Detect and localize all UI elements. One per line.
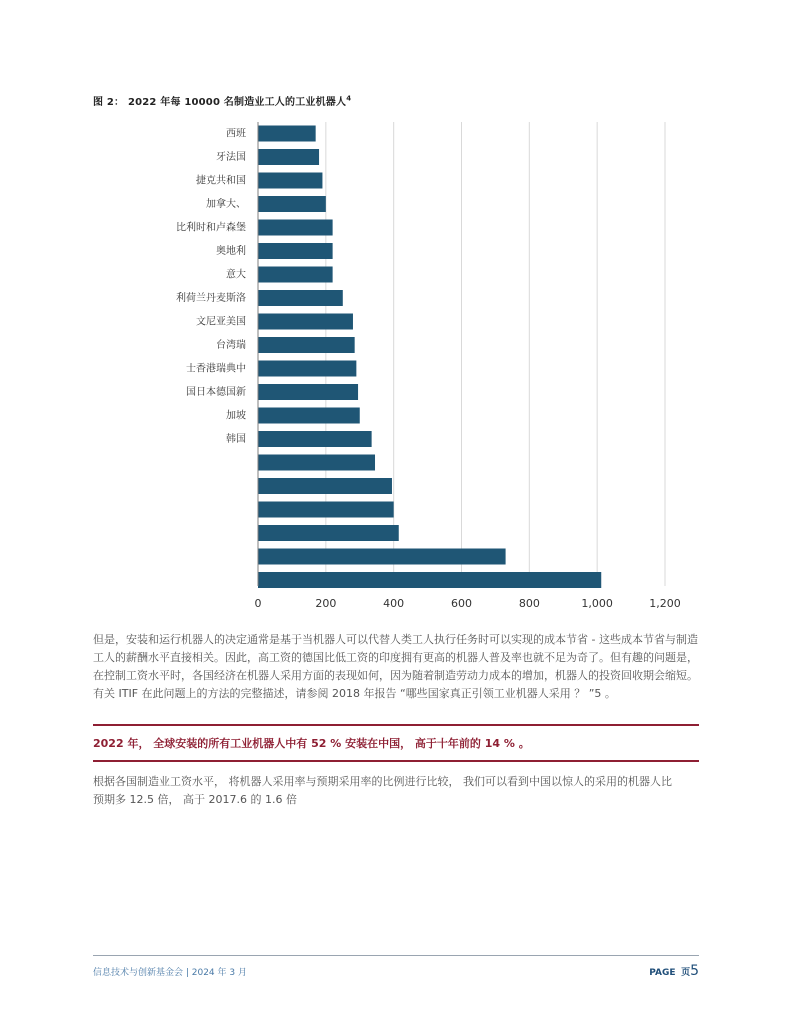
category-label: 意大 <box>226 269 246 281</box>
bar <box>258 549 506 565</box>
x-tick-label: 0 <box>254 597 262 610</box>
figure-title-text: 2022 年每 10000 名制造业工人的工业机器人 <box>127 97 347 108</box>
bar <box>258 431 372 447</box>
bar <box>258 314 353 330</box>
category-label: 韩国 <box>226 434 246 445</box>
category-label: 国日本德国新 <box>186 387 246 398</box>
callout-text: 2022 年， 全球安装的所有工业机器人中有 52 % 安装在中国， 高于十年前的 14 % 。 <box>93 737 530 750</box>
bar <box>258 337 355 353</box>
callout-rule-top <box>93 724 699 726</box>
category-label: 台湾瑞 <box>216 340 246 351</box>
x-tick-label: 200 <box>315 597 337 610</box>
x-tick-label: 800 <box>518 597 540 610</box>
body-paragraph-2: 根据各国制造业工资水平， 将机器人采用率与预期采用率的比例进行比较， 我们可以看到中国以惊人的采用的机器人比预期多 12.5 倍， 高于 2017.6 的 1.6 倍 <box>93 775 672 806</box>
footer-org: 信息技术与创新基金会 | 2024 年 3 月 <box>93 968 247 978</box>
bar <box>258 478 392 494</box>
bar <box>258 572 601 588</box>
category-label: 西班 <box>226 128 246 140</box>
callout-rule-bottom <box>93 760 699 762</box>
bar <box>258 384 358 400</box>
bar <box>258 220 333 236</box>
x-tick-label: 1,000 <box>581 597 613 610</box>
category-label: 利荷兰丹麦斯洛 <box>176 293 246 304</box>
bar <box>258 149 319 165</box>
bar <box>258 361 356 377</box>
category-label: 加坡 <box>226 410 246 422</box>
category-label: 捷克共和国 <box>196 175 246 187</box>
category-label: 比利时和卢森堡 <box>176 222 246 234</box>
category-label: 加拿大、 <box>206 199 246 210</box>
bar <box>258 267 333 283</box>
figure-footnote-mark: 4 <box>346 94 352 103</box>
page-indicator <box>649 960 699 979</box>
bar <box>258 502 394 518</box>
footer-divider <box>93 955 699 956</box>
bar <box>258 408 360 424</box>
body-paragraph-1: 但是，安装和运行机器人的决定通常是基于当机器人可以代替人类工人执行任务时可以实现的成本节省 - 这些成本节省与制造工人的薪酬水平直接相关。因此，高工资的德国比低工资的印度拥有更高的机器人普及率也就不足为奇了。但有趣的问题是，在控制工资水平时，各国经济在机器人采用方面的表现如何，因为随着制造劳动力成本的增加，机器人的投资回收期会缩短。有关 ITIF 在此问题上的方法的完整描述，请参阅 2018 年报告 “哪些国家真正引领工业机器人采用 ？ ”5 。 <box>93 633 698 700</box>
figure-label: 图 2： <box>93 97 125 108</box>
bar <box>258 126 316 142</box>
x-tick-label: 600 <box>451 597 472 610</box>
bar <box>258 243 333 259</box>
bar <box>258 455 375 471</box>
category-label: 文尼亚美国 <box>196 316 246 328</box>
bar <box>258 173 322 189</box>
x-tick-label: 400 <box>383 597 405 610</box>
page-label-cn: 页 <box>681 968 691 978</box>
bar <box>258 525 399 541</box>
x-tick-label: 1,200 <box>649 597 681 610</box>
page-number: 5 <box>690 963 699 979</box>
category-label: 士香港瑞典中 <box>186 363 246 375</box>
page-label: PAGE <box>649 968 676 978</box>
bar <box>258 196 326 212</box>
bar <box>258 290 343 306</box>
category-label: 牙法国 <box>216 152 246 163</box>
category-label: 奥地利 <box>216 246 246 257</box>
